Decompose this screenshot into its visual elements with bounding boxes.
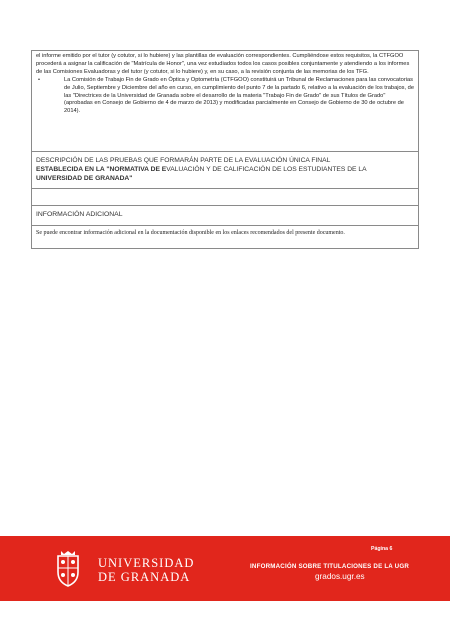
page-number: Página 6 bbox=[371, 546, 393, 552]
description-heading-bold-a: ESTABLECIDA EN LA "NORMATIVA DE E bbox=[36, 165, 167, 173]
bullet-text: La Comisión de Trabajo Fin de Grado en Óptica y Optometría (CTFGOO) constituirá un Tribunal de Reclamaciones para las convocatorias de Julio, Septiembre y Diciembre del año en curso, en cumplimiento del punto 7 de la partado 6, relativo a la evaluación de los trabajos, de las "Directrices de la Universidad de Granada sobre el desarrollo de la materia "Trabajo Fin de Grado" de sus Títulos de Grado" (aprobadas en Consejo de Gobierno de 4 de marzo de 2013) y modificadas parcialmente en Consejo de Gobierno de 30 de octubre de 2014). bbox=[64, 76, 414, 115]
criteria-paragraph: el informe emitido por el tutor (y cotutor, si lo hubiere) y las plantillas de evaluación correspondientes. Cumpliéndose estos requisitos, la CTFGOO procederá a asignar la calificación de "Matrícula de Honor", una vez estudiados todos los casos posibles conjuntamente y atendiendo a los informes de las Comisiones Evaluadoras y del tutor (y cotutor, si lo hubiere) y, en su caso, a la revisión conjunta de las memorias de los TFG. bbox=[36, 53, 410, 75]
description-heading-bold-c: UNIVERSIDAD DE GRANADA" bbox=[36, 174, 133, 182]
university-name-line2: DE GRANADA bbox=[98, 570, 191, 584]
description-heading-normal-b: VALUACIÓN Y DE CALIFICACIÓN DE LOS ESTUDIANTES DE LA bbox=[166, 165, 367, 173]
bullet-symbol: • bbox=[38, 76, 40, 83]
criteria-bullet-item bbox=[36, 77, 414, 117]
description-body-cell bbox=[31, 188, 419, 206]
description-heading-cell bbox=[31, 151, 419, 189]
footer-site-link[interactable]: grados.ugr.es bbox=[315, 572, 365, 581]
university-crest-icon bbox=[52, 550, 84, 588]
university-name bbox=[98, 556, 194, 584]
additional-info-heading: INFORMACIÓN ADICIONAL bbox=[31, 205, 419, 226]
university-name-line1: UNIVERSIDAD bbox=[98, 556, 195, 570]
description-heading-line1: DESCRIPCIÓN DE LAS PRUEBAS QUE FORMARÁN PARTE DE LA EVALUACIÓN ÚNICA FINAL bbox=[36, 157, 331, 164]
additional-info-text: Se puede encontrar información adicional en la documentación disponible en los enlaces recomendados del presente documento. bbox=[31, 225, 419, 249]
evaluation-criteria-cell bbox=[31, 50, 419, 152]
footer-info-title: INFORMACIÓN SOBRE TITULACIONES DE LA UGR bbox=[250, 563, 410, 570]
